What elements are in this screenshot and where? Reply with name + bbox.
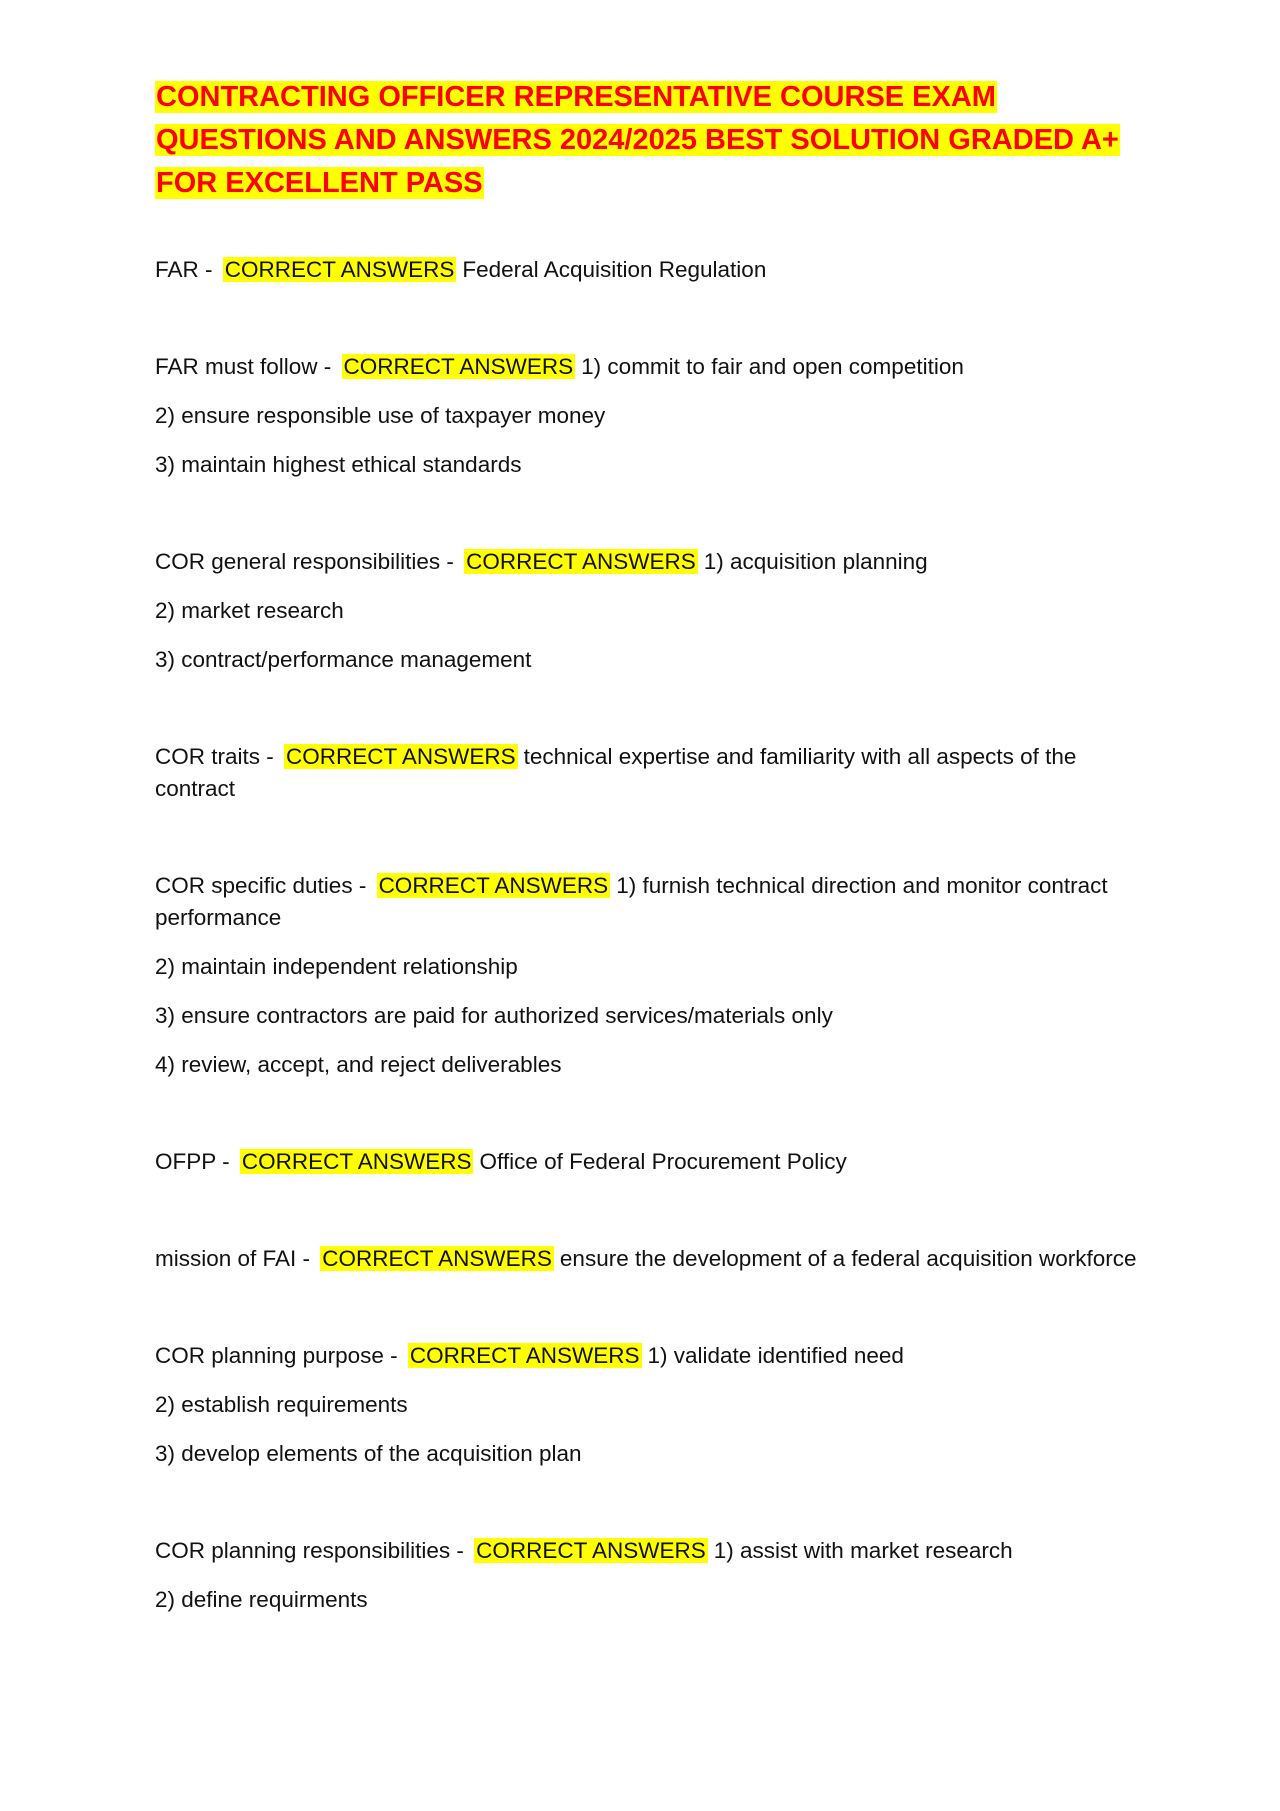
qa-entry-cor-planning-responsibilities bbox=[155, 1535, 1145, 1616]
entry-term: OFPP - bbox=[155, 1149, 236, 1174]
entry-answer-line: 2) ensure responsible use of taxpayer money bbox=[155, 403, 606, 428]
correct-answers-badge: CORRECT ANSWERS bbox=[322, 1246, 552, 1271]
correct-answers-badge: CORRECT ANSWERS bbox=[466, 549, 696, 574]
entry-answer: technical expertise and familiarity with all aspects of the contract bbox=[155, 744, 1077, 801]
title-line: QUESTIONS AND ANSWERS 2024/2025 BEST SOLUTION GRADED A+ bbox=[156, 124, 1119, 156]
entry-term: FAR must follow - bbox=[155, 354, 338, 379]
entry-answer: 1) assist with market research bbox=[713, 1538, 1013, 1563]
entry-answer: 1) commit to fair and open competition bbox=[581, 354, 964, 379]
entry-first-line bbox=[155, 741, 1145, 805]
entry-first-line bbox=[155, 1146, 1145, 1178]
qa-entry-ofpp bbox=[155, 1146, 1145, 1178]
entry-answer-line: 4) review, accept, and reject deliverables bbox=[155, 1052, 562, 1077]
entry-answer-line: 3) develop elements of the acquisition plan bbox=[155, 1441, 582, 1466]
qa-entry-cor-general-responsibilities bbox=[155, 546, 1145, 676]
entry-first-line bbox=[155, 351, 1145, 383]
entry-first-line bbox=[155, 546, 1145, 578]
correct-answers-badge: CORRECT ANSWERS bbox=[476, 1538, 706, 1563]
correct-answers-badge: CORRECT ANSWERS bbox=[409, 1343, 640, 1368]
correct-answers-badge: CORRECT ANSWERS bbox=[224, 257, 455, 282]
qa-entry-cor-specific-duties bbox=[155, 870, 1145, 1081]
entry-first-line bbox=[155, 1535, 1145, 1567]
entry-term: COR traits - bbox=[155, 744, 281, 769]
entry-answer: 1) acquisition planning bbox=[703, 549, 928, 574]
entry-answer-line: 2) establish requirements bbox=[155, 1392, 408, 1417]
entry-first-line bbox=[155, 870, 1145, 934]
entry-first-line bbox=[155, 254, 1145, 286]
entry-answer: Office of Federal Procurement Policy bbox=[479, 1149, 847, 1174]
entry-answer-line: 2) maintain independent relationship bbox=[155, 954, 518, 979]
entry-answer-line: 3) contract/performance management bbox=[155, 647, 532, 672]
correct-answers-badge: CORRECT ANSWERS bbox=[286, 744, 516, 769]
entry-term: mission of FAI - bbox=[155, 1246, 317, 1271]
qa-entry-far bbox=[155, 254, 1145, 286]
document-page bbox=[155, 76, 1145, 1616]
entry-answer-line: 2) define requirments bbox=[155, 1587, 368, 1612]
qa-entry-cor-traits bbox=[155, 741, 1145, 805]
entry-term: COR specific duties - bbox=[155, 873, 373, 898]
title-line: FOR EXCELLENT PASS bbox=[156, 167, 483, 199]
entry-answer-line: 3) maintain highest ethical standards bbox=[155, 452, 522, 477]
title-line: CONTRACTING OFFICER REPRESENTATIVE COURSE EXAM bbox=[156, 81, 996, 113]
entry-term: FAR - bbox=[155, 257, 219, 282]
entry-term: COR general responsibilities - bbox=[155, 549, 461, 574]
entry-term: COR planning purpose - bbox=[155, 1343, 404, 1368]
entry-first-line bbox=[155, 1340, 1145, 1372]
document-title bbox=[155, 76, 1145, 205]
entry-answer: ensure the development of a federal acquisition workforce bbox=[559, 1246, 1137, 1271]
entry-answer: 1) validate identified need bbox=[647, 1343, 904, 1368]
qa-entry-far-must-follow bbox=[155, 351, 1145, 481]
correct-answers-badge: CORRECT ANSWERS bbox=[343, 354, 574, 379]
entry-answer-line: 2) market research bbox=[155, 598, 344, 623]
correct-answers-badge: CORRECT ANSWERS bbox=[241, 1149, 472, 1174]
entry-first-line bbox=[155, 1243, 1145, 1275]
correct-answers-badge: CORRECT ANSWERS bbox=[378, 873, 609, 898]
entry-term: COR planning responsibilities - bbox=[155, 1538, 471, 1563]
qa-entry-cor-planning-purpose bbox=[155, 1340, 1145, 1470]
entry-answer-line: 3) ensure contractors are paid for authorized services/materials only bbox=[155, 1003, 833, 1028]
entry-answer: Federal Acquisition Regulation bbox=[462, 257, 767, 282]
qa-entry-mission-of-fai bbox=[155, 1243, 1145, 1275]
entry-answer: 1) furnish technical direction and monitor contract performance bbox=[155, 873, 1108, 930]
